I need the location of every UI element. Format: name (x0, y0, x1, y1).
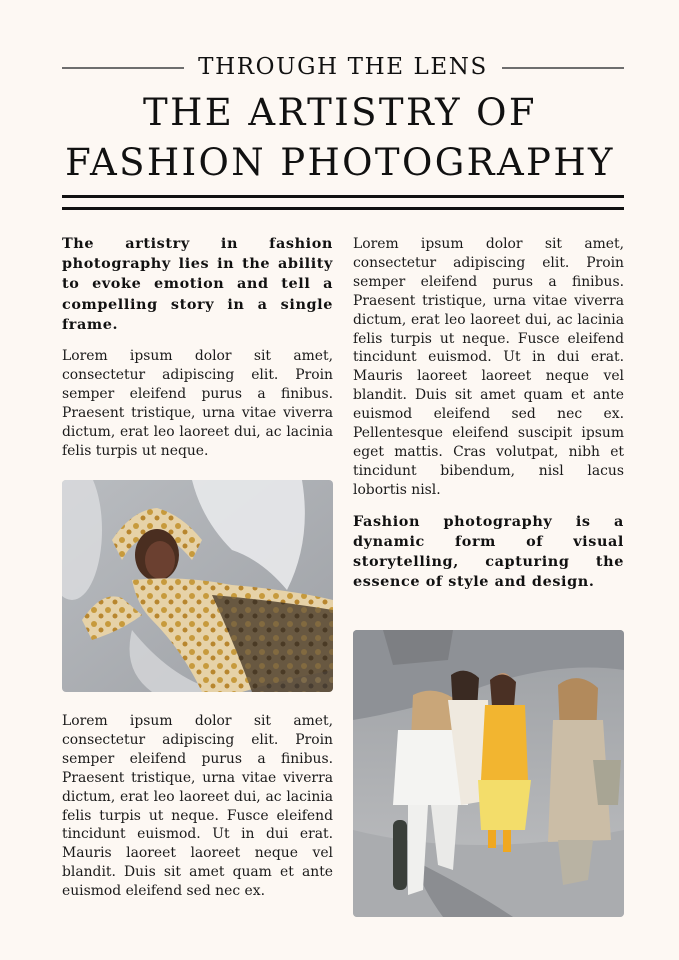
body-paragraph-right-1: Lorem ipsum dolor sit amet, consectetur adipiscing elit. Proin semper eleifend purus a finibus. Praesent tristique, urna vitae viverra dictum, erat leo laoreet dui, ac lacinia felis turpis ut neque. Fusce eleifend tincidunt euismod. Ut in dui erat. Mauris laoreet laoreet neque vel blandit. Duis sit amet quam et ante euismod eleifend sed nec ex. Pellentesque eleifend suscipit ipsum eget mattis. Cras volutpat, nibh et tincidunt bibendum, nisl lacus lobortis nisl. (353, 236, 624, 498)
left-column (62, 234, 333, 460)
photo-skatepark-group (353, 630, 624, 917)
right-column (353, 235, 624, 593)
left-column-lower (62, 712, 333, 901)
divider-rule-bottom (62, 207, 624, 210)
kicker-text: THROUGH THE LENS (198, 54, 488, 80)
divider-rule-top (62, 195, 624, 198)
lead-quote-left: The artistry in fashion photography lies in the ability to evoke emotion and tell a compelling story in a single frame. (62, 235, 333, 333)
page-title (40, 88, 640, 188)
kicker-row (62, 52, 624, 82)
body-paragraph-left-2: Lorem ipsum dolor sit amet, consectetur adipiscing elit. Proin semper eleifend purus a finibus. Praesent tristique, urna vitae viverra dictum, erat leo laoreet dui, ac lacinia felis turpis ut neque. Fusce eleifend tincidunt euismod. Ut in dui erat. Mauris laoreet laoreet neque vel blandit. Duis sit amet quam et ante euismod eleifend sed nec ex. (62, 713, 333, 900)
body-paragraph-left-1: Lorem ipsum dolor sit amet, consectetur adipiscing elit. Proin semper eleifend purus a finibus. Praesent tristique, urna vitae viverra dictum, erat leo laoreet dui, ac lacinia felis turpis ut neque. (62, 348, 333, 459)
kicker-line-right (502, 67, 624, 69)
title-line-2: FASHION PHOTOGRAPHY (65, 141, 615, 184)
lead-quote-right: Fashion photography is a dynamic form of visual storytelling, capturing the essence of style and design. (353, 512, 624, 591)
title-line-1: THE ARTISTRY OF (143, 91, 537, 134)
photo-floral-dress (62, 480, 333, 692)
